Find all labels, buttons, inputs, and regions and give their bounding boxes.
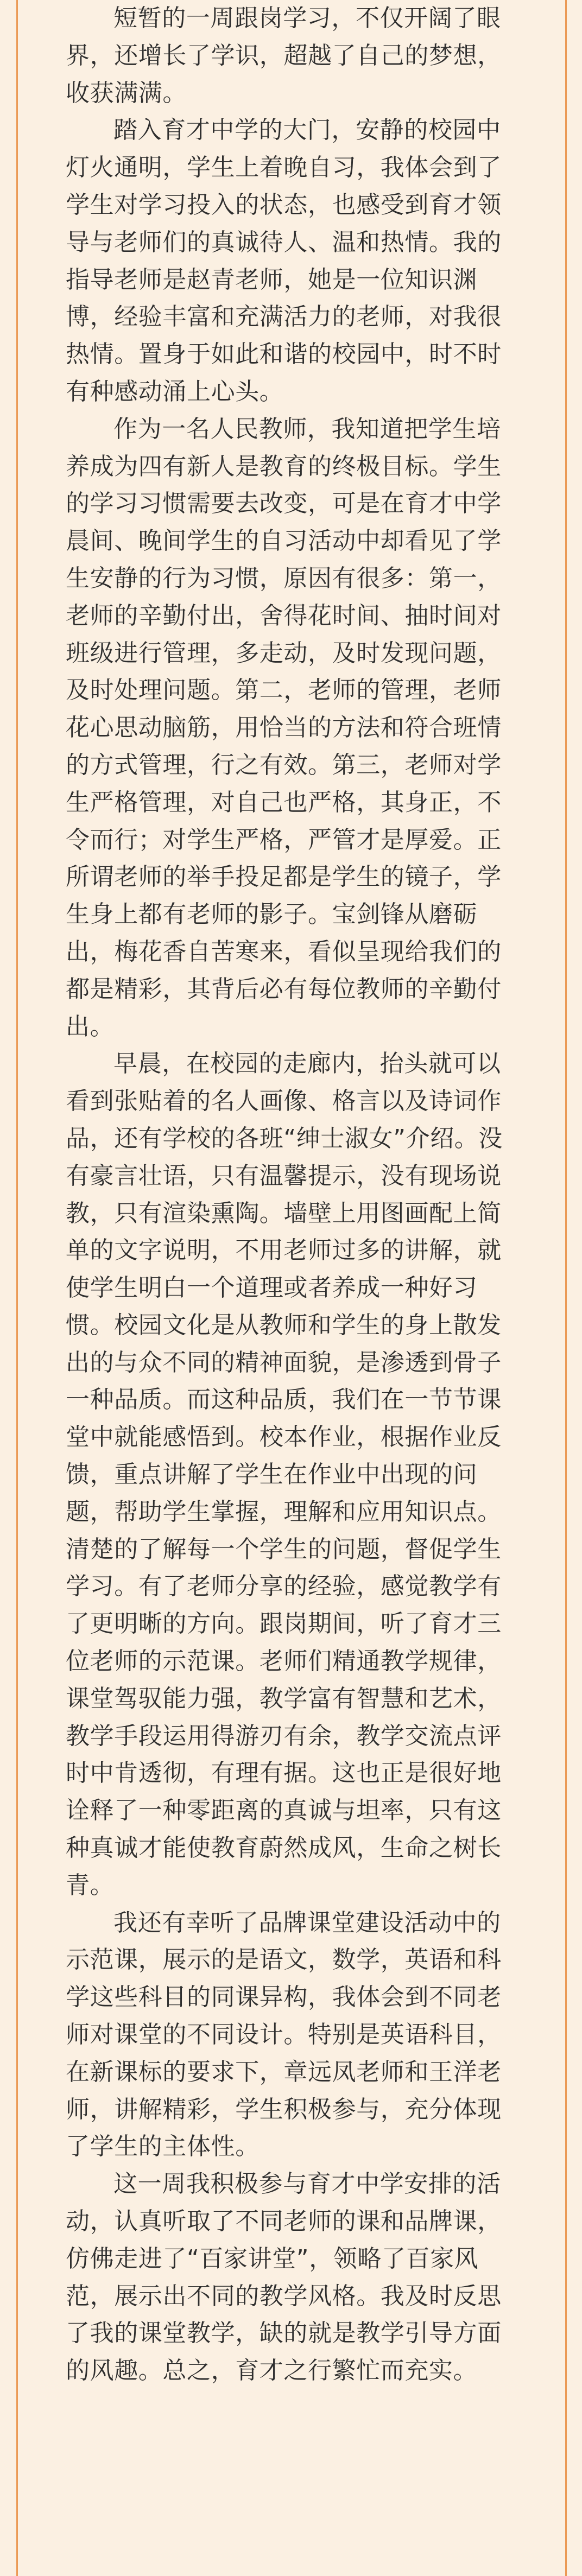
text-line: 示范课，展示的是语文，数学，英语和科	[66, 1946, 502, 1974]
text-line: 生身上都有老师的影子。宝剑锋从磨砺	[66, 900, 478, 929]
text-line: 作为一名人民教师，我知道把学生培	[113, 415, 501, 443]
paragraph-4	[66, 1045, 554, 1904]
paragraph-2	[66, 112, 554, 410]
text-line: 导与老师们的真诚待人、温和热情。我的	[66, 228, 502, 256]
text-line: 的风趣。总之，育才之行繁忙而充实。	[66, 2357, 478, 2385]
text-line: 教，只有渲染熏陶。墙壁上用图画配上简	[66, 1199, 502, 1227]
text-line: 范，展示出不同的教学风格。我及时反思	[66, 2282, 502, 2310]
text-line: 都是精彩，其背后必有每位教师的辛勤付	[66, 975, 502, 1003]
text-line: 有种感动涌上心头。	[66, 377, 284, 405]
text-line: 界，还增长了学识，超越了自己的梦想，	[66, 41, 502, 69]
text-line: 了我的课堂教学，缺的就是教学引导方面	[66, 2319, 502, 2347]
text-line: 老师的辛勤付出，舍得花时间、抽时间对	[66, 601, 502, 630]
text-line: 及时处理问题。第二，老师的管理，老师	[66, 676, 502, 705]
text-line: 灯火通明，学生上着晚自习，我体会到了	[66, 154, 502, 182]
paragraph-3	[66, 411, 554, 1046]
text-line: 单的文字说明，不用老师过多的讲解，就	[66, 1236, 502, 1265]
text-line: 养成为四有新人是教育的终极目标。学生	[66, 452, 502, 480]
text-line: 使学生明白一个道理或者养成一种好习	[66, 1274, 478, 1302]
text-line: 生严格管理，对自己也严格，其身正，不	[66, 788, 502, 816]
paragraph-6	[66, 2166, 554, 2390]
article-frame	[16, 0, 567, 2576]
text-line: 指导老师是赵青老师，她是一位知识渊	[66, 265, 478, 294]
text-line: 花心思动脑筋，用恰当的方法和符合班情	[66, 714, 502, 742]
text-line: 教学手段运用得游刃有余，教学交流点评	[66, 1722, 502, 1750]
text-line: 踏入育才中学的大门，安静的校园中	[113, 116, 501, 144]
text-line: 出，梅花香自苦寒来，看似呈现给我们的	[66, 937, 502, 966]
text-line: 班级进行管理，多走动，及时发现问题，	[66, 639, 502, 667]
text-line: 我还有幸听了品牌课堂建设活动中的	[113, 1908, 501, 1937]
text-line: 馈，重点讲解了学生在作业中出现的问	[66, 1461, 478, 1489]
text-line: 生安静的行为习惯，原因有很多：第一，	[66, 564, 502, 592]
text-line: 出的与众不同的精神面貌，是渗透到骨子	[66, 1348, 502, 1376]
text-line: 的学习习惯需要去改变，可是在育才中学	[66, 490, 502, 518]
text-line: 师，讲解精彩，学生积极参与，充分体现	[66, 2095, 502, 2123]
text-line: 学这些科目的同课异构，我体会到不同老	[66, 1983, 502, 2012]
text-line: 堂中就能感悟到。校本作业，根据作业反	[66, 1423, 502, 1451]
text-line: 师对课堂的不同设计。特别是英语科目，	[66, 2021, 502, 2049]
text-line: 早晨，在校园的走廊内，抬头就可以	[113, 1050, 501, 1078]
text-line: 仿佛走进了“百家讲堂”，领略了百家风	[66, 2244, 479, 2273]
text-line: 看到张贴着的名人画像、格言以及诗词作	[66, 1087, 502, 1115]
text-line: 动，认真听取了不同老师的课和品牌课，	[66, 2207, 502, 2236]
text-line: 有豪言壮语，只有温馨提示，没有现场说	[66, 1162, 502, 1190]
text-line: 惯。校园文化是从教师和学生的身上散发	[66, 1311, 502, 1339]
paragraph-1	[66, 0, 554, 112]
text-line: 的方式管理，行之有效。第三，老师对学	[66, 751, 502, 779]
article-body	[66, 0, 554, 2390]
text-line: 在新课标的要求下，章远凤老师和王洋老	[66, 2058, 502, 2086]
text-line: 短暂的一周跟岗学习，不仅开阔了眼	[113, 4, 501, 32]
text-line: 学习。有了老师分享的经验，感觉教学有	[66, 1572, 502, 1601]
text-line: 位老师的示范课。老师们精通教学规律，	[66, 1647, 502, 1676]
text-line: 学生对学习投入的状态，也感受到育才领	[66, 191, 502, 219]
text-line: 这一周我积极参与育才中学安排的活	[113, 2170, 501, 2198]
text-line: 热情。置身于如此和谐的校园中，时不时	[66, 340, 502, 369]
text-line: 晨间、晚间学生的自习活动中却看见了学	[66, 527, 502, 555]
text-line: 青。	[66, 1871, 115, 1899]
text-line: 了学生的主体性。	[66, 2133, 260, 2161]
text-line: 了更明晰的方向。跟岗期间，听了育才三	[66, 1610, 502, 1638]
text-line: 诠释了一种零距离的真诚与坦率，只有这	[66, 1797, 502, 1825]
text-line: 清楚的了解每一个学生的问题，督促学生	[66, 1535, 502, 1563]
text-line: 时中肯透彻，有理有据。这也正是很好地	[66, 1759, 502, 1787]
text-line: 品，还有学校的各班“绅士淑女”介绍。没	[66, 1124, 503, 1152]
text-line: 题，帮助学生掌握，理解和应用知识点。	[66, 1498, 502, 1526]
text-line: 收获满满。	[66, 79, 187, 107]
text-line: 出。	[66, 1012, 115, 1040]
text-line: 一种品质。而这种品质，我们在一节节课	[66, 1386, 502, 1414]
text-line: 种真诚才能使教育蔚然成风，生命之树长	[66, 1834, 502, 1862]
paragraph-5	[66, 1905, 554, 2166]
text-line: 令而行；对学生严格，严管才是厚爱。正	[66, 826, 502, 854]
text-line: 博，经验丰富和充满活力的老师，对我很	[66, 303, 502, 331]
text-line: 所谓老师的举手投足都是学生的镜子，学	[66, 863, 502, 891]
text-line: 课堂驾驭能力强，教学富有智慧和艺术，	[66, 1684, 502, 1712]
